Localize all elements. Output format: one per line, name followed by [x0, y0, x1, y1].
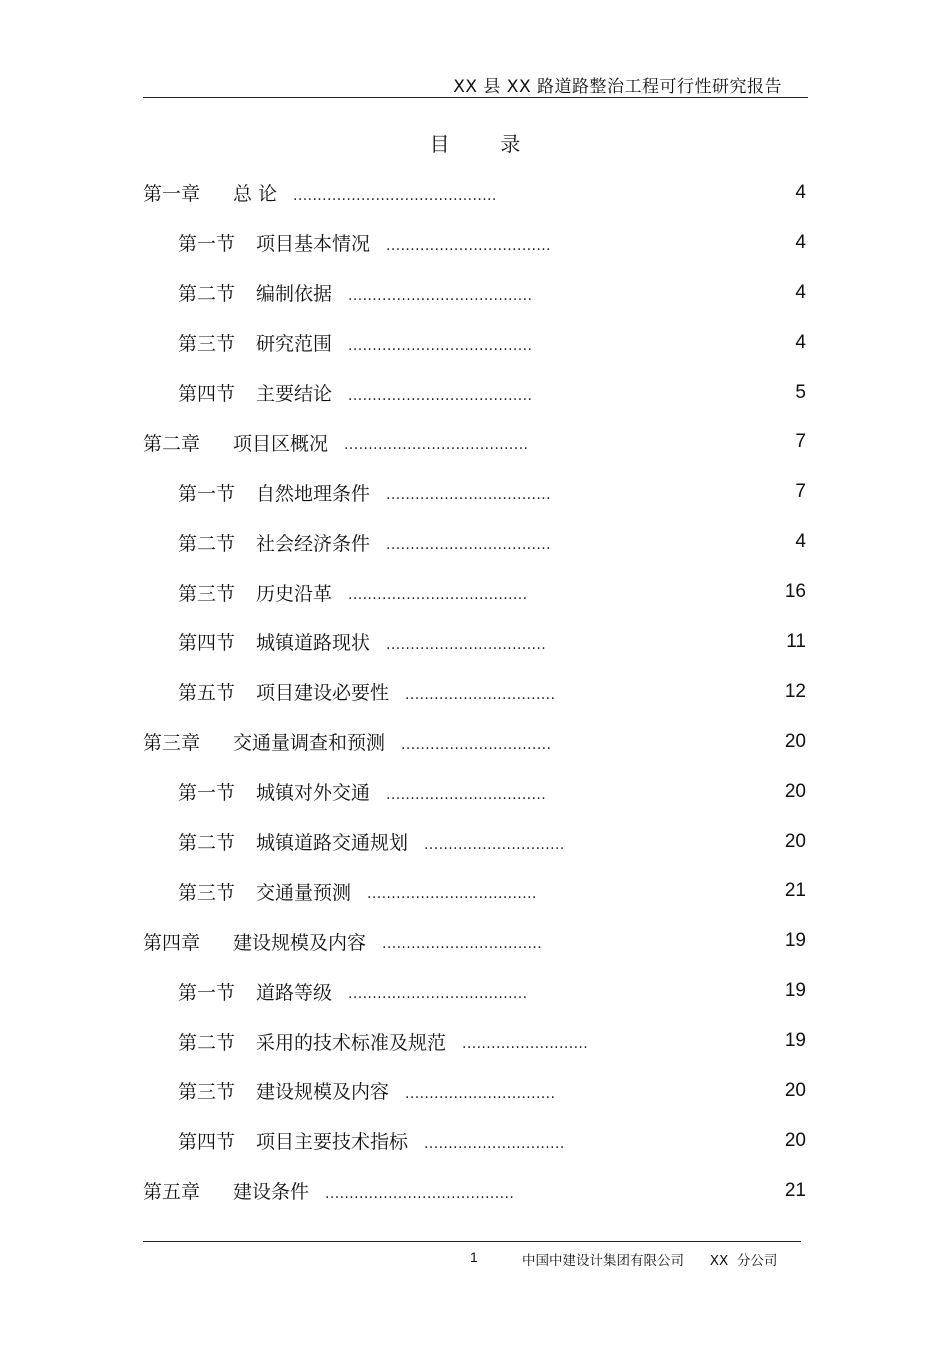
table-of-contents [143, 168, 808, 1216]
toc-entry-page-number: 19 [784, 980, 806, 1002]
toc-dot-leader: ................................... [367, 886, 537, 903]
toc-entry-number: 第三节 [178, 881, 236, 904]
toc-entry-title: 项目区概况 [233, 432, 329, 455]
toc-section-entry[interactable] [143, 318, 808, 368]
toc-entry-title: 项目主要技术指标 [256, 1131, 409, 1154]
toc-dot-leader: .................................. [386, 537, 551, 554]
toc-section-entry[interactable] [143, 1066, 808, 1116]
toc-entry-title: 研究范围 [256, 333, 333, 356]
toc-dot-leader: ............................. [424, 1135, 565, 1152]
toc-chapter-entry[interactable] [143, 1166, 808, 1216]
toc-entry-title: 建设规模及内容 [233, 931, 367, 954]
toc-chapter-entry[interactable] [143, 168, 808, 218]
toc-dot-leader: ............................... [405, 1085, 556, 1102]
toc-entry-page-number: 20 [784, 780, 806, 802]
toc-entry-page-number: 16 [784, 581, 806, 603]
toc-entry-number: 第二节 [178, 283, 236, 306]
toc-entry-number: 第四章 [143, 931, 201, 954]
toc-section-entry[interactable] [143, 817, 808, 867]
toc-entry-page-number: 21 [784, 880, 806, 902]
toc-dot-leader: ............................... [405, 686, 556, 703]
toc-entry-number: 第四节 [178, 632, 236, 655]
toc-entry-title: 采用的技术标准及规范 [256, 1031, 447, 1054]
toc-entry-page-number: 20 [784, 1079, 806, 1101]
toc-section-entry[interactable] [143, 368, 808, 418]
toc-dot-leader: ............................. [424, 836, 565, 853]
toc-entry-title: 主要结论 [256, 383, 333, 405]
toc-entry-title: 历史沿革 [256, 582, 333, 605]
toc-entry-number: 第四节 [178, 1131, 236, 1154]
toc-title: 目 录 [429, 132, 521, 156]
toc-entry-number: 第三节 [178, 582, 236, 605]
toc-entry-title: 项目建设必要性 [256, 682, 390, 705]
toc-entry-page-number: 20 [784, 730, 806, 752]
toc-entry-number: 第三节 [178, 333, 236, 356]
toc-dot-leader: ................................. [386, 636, 547, 653]
toc-section-entry[interactable] [143, 966, 808, 1016]
toc-entry-title: 社会经济条件 [256, 532, 371, 555]
toc-entry-number: 第四节 [178, 383, 236, 405]
toc-entry-number: 第一节 [178, 233, 236, 256]
toc-entry-title: 城镇道路交通规划 [256, 832, 409, 855]
toc-entry-number: 第二节 [178, 832, 236, 855]
toc-dot-leader: ...................................... [348, 387, 533, 404]
toc-chapter-entry[interactable] [143, 916, 808, 966]
toc-section-entry[interactable] [143, 567, 808, 617]
toc-entry-title: 城镇对外交通 [256, 782, 371, 805]
toc-section-entry[interactable] [143, 1116, 808, 1166]
toc-entry-title: 交通量预测 [256, 881, 352, 904]
toc-dot-leader: ................................. [386, 786, 547, 803]
toc-entry-page-number: 20 [784, 830, 806, 852]
toc-dot-leader: .......................................... [293, 187, 497, 204]
toc-section-entry[interactable] [143, 866, 808, 916]
toc-section-entry[interactable] [143, 218, 808, 268]
toc-section-entry[interactable] [143, 1016, 808, 1066]
toc-entry-page-number: 4 [795, 231, 806, 253]
toc-dot-leader: ............................... [401, 736, 552, 753]
toc-entry-number: 第二章 [143, 432, 201, 455]
toc-entry-title: 总 论 [233, 183, 278, 206]
toc-section-entry[interactable] [143, 467, 808, 517]
toc-dot-leader: ..................................... [348, 986, 528, 1003]
toc-entry-title: 建设规模及内容 [256, 1081, 390, 1104]
running-header-title: XX 县 XX 路道路整治工程可行性研究报告 [453, 77, 782, 97]
toc-dot-leader: ...................................... [344, 437, 529, 454]
toc-section-entry[interactable] [143, 268, 808, 318]
toc-dot-leader: ..................................... [348, 587, 528, 604]
toc-chapter-entry[interactable] [143, 717, 808, 767]
toc-dot-leader: ................................. [382, 936, 543, 953]
toc-entry-page-number: 11 [786, 630, 806, 652]
toc-entry-page-number: 5 [795, 381, 806, 403]
toc-entry-page-number: 4 [795, 531, 806, 553]
toc-entry-number: 第三章 [143, 732, 201, 755]
toc-entry-number: 第三节 [178, 1081, 236, 1104]
toc-entry-page-number: 21 [784, 1179, 806, 1201]
toc-entry-title: 交通量调查和预测 [233, 732, 386, 755]
toc-entry-number: 第一节 [178, 482, 236, 505]
toc-dot-leader: .................................. [386, 487, 551, 504]
toc-chapter-entry[interactable] [143, 417, 808, 467]
toc-dot-leader: ...................................... [348, 287, 533, 304]
toc-entry-number: 第一节 [178, 782, 236, 805]
toc-entry-page-number: 4 [795, 281, 806, 303]
footer-page-number: 1 [470, 1249, 478, 1265]
toc-entry-number: 第二节 [178, 1031, 236, 1054]
toc-entry-page-number: 4 [795, 331, 806, 353]
toc-section-entry[interactable] [143, 617, 808, 667]
toc-entry-page-number: 7 [795, 431, 806, 453]
header-rule [143, 97, 808, 98]
toc-entry-title: 建设条件 [233, 1181, 310, 1204]
toc-entry-page-number: 4 [795, 181, 806, 203]
toc-dot-leader: ...................................... [348, 337, 533, 354]
toc-dot-leader: ....................................... [325, 1185, 515, 1202]
toc-section-entry[interactable] [143, 667, 808, 717]
toc-entry-number: 第一章 [143, 183, 201, 206]
footer-rule [143, 1241, 801, 1242]
toc-entry-number: 第五节 [178, 682, 236, 705]
toc-section-entry[interactable] [143, 517, 808, 567]
toc-entry-page-number: 20 [784, 1129, 806, 1151]
toc-dot-leader: .......................... [462, 1036, 589, 1053]
toc-entry-page-number: 12 [784, 680, 806, 702]
toc-entry-number: 第五章 [143, 1181, 201, 1204]
toc-entry-title: 项目基本情况 [256, 233, 371, 256]
toc-entry-number: 第一节 [178, 981, 236, 1004]
toc-entry-title: 城镇道路现状 [256, 632, 371, 655]
toc-section-entry[interactable] [143, 767, 808, 817]
toc-entry-title: 道路等级 [256, 981, 333, 1004]
toc-entry-page-number: 19 [784, 930, 806, 952]
toc-entry-title: 自然地理条件 [256, 482, 371, 505]
toc-entry-page-number: 19 [784, 1030, 806, 1052]
toc-entry-title: 编制依据 [256, 283, 333, 306]
toc-entry-number: 第二节 [178, 532, 236, 555]
toc-entry-page-number: 7 [795, 481, 806, 503]
toc-dot-leader: .................................. [386, 237, 551, 254]
footer-company: 中国中建设计集团有限公司 XX 分公司 [522, 1253, 778, 1269]
